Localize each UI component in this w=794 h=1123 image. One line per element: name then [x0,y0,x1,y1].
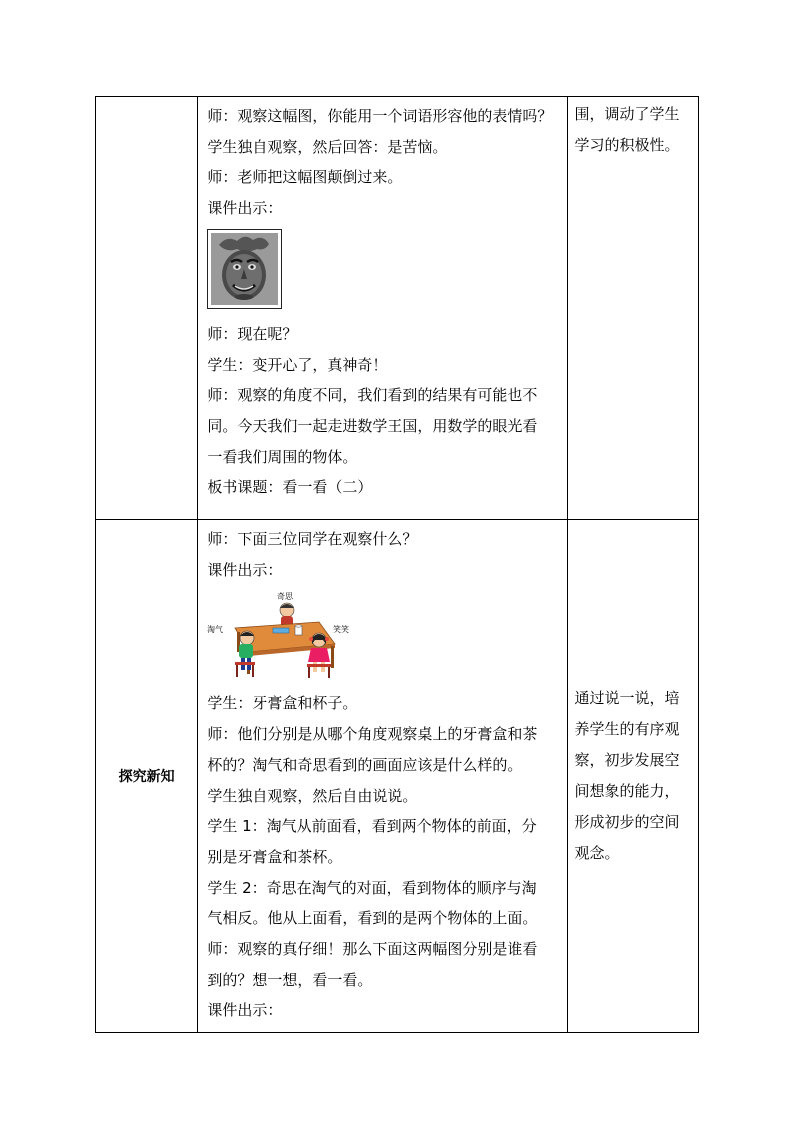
process-line: 学生 2：奇思在淘气的对面，看到物体的顺序与淘 [207,878,537,897]
label-taoqi: 淘气 [207,625,224,635]
table-row [96,520,699,1033]
process-line: 学生独自观察，然后自由说说。 [207,786,418,805]
design-intent-cell [567,97,698,520]
process-line: 同。今天我们一起走进数学王国，用数学的眼光看 [207,416,538,435]
process-line: 课件出示： [207,1001,283,1020]
process-line: 师：老师把这幅图颠倒过来。 [207,168,403,187]
process-line: 课件出示： [207,560,283,579]
process-line: 学生 1：淘气从前面看，看到两个物体的前面，分 [207,817,537,836]
stage-cell [96,97,198,520]
process-line: 课件出示： [207,199,283,218]
process-line: 师：下面三位同学在观察什么？ [207,530,418,548]
kids-observing-table-picture [207,588,357,680]
intent-line: 通过说一说，培 [574,689,680,707]
table-row [96,97,699,520]
stage-cell: 探究新知 [96,520,198,1033]
process-line: 师：现在呢？ [207,324,298,343]
intent-line: 养学生的有序观 [574,720,680,738]
process-line: 板书课题：看一看（二） [207,478,373,497]
design-intent-cell [567,520,698,1033]
process-line: 到的？想一想，看一看。 [207,970,373,989]
process-line: 杯的？淘气和奇思看到的画面应该是什么样的。 [207,755,523,774]
lesson-plan-table [95,96,699,1033]
upside-down-face-picture [207,229,282,309]
teaching-process-cell [198,520,567,1033]
intent-line: 学习的积极性。 [574,136,680,154]
intent-line: 察，初步发展空 [574,751,680,769]
intent-line: 间想象的能力， [574,782,680,800]
process-line: 气相反。他从上面看，看到的是两个物体的上面。 [207,909,538,928]
intent-line: 形成初步的空间 [574,813,680,831]
intent-line: 围，调动了学生 [574,105,680,123]
process-line: 学生：牙膏盒和杯子。 [207,694,358,713]
teaching-process-cell [198,97,567,520]
process-line: 别是牙膏盒和茶杯。 [207,847,343,866]
process-line: 师：他们分别是从哪个角度观察桌上的牙膏盒和茶 [207,725,538,744]
label-xiaoxiao: 笑笑 [333,625,350,635]
label-qisi: 奇思 [277,592,294,602]
process-line: 师：观察这幅图，你能用一个词语形容他的表情吗？ [207,107,553,125]
process-line: 师：观察的角度不同，我们看到的结果有可能也不 [207,386,538,405]
process-line: 学生独自观察，然后回答：是苦恼。 [207,137,448,156]
process-line: 一看我们周围的物体。 [207,447,358,466]
process-line: 学生：变开心了，真神奇！ [207,355,388,374]
intent-line: 观念。 [574,844,620,862]
process-line: 师：观察的真仔细！那么下面这两幅图分别是谁看 [207,940,538,959]
